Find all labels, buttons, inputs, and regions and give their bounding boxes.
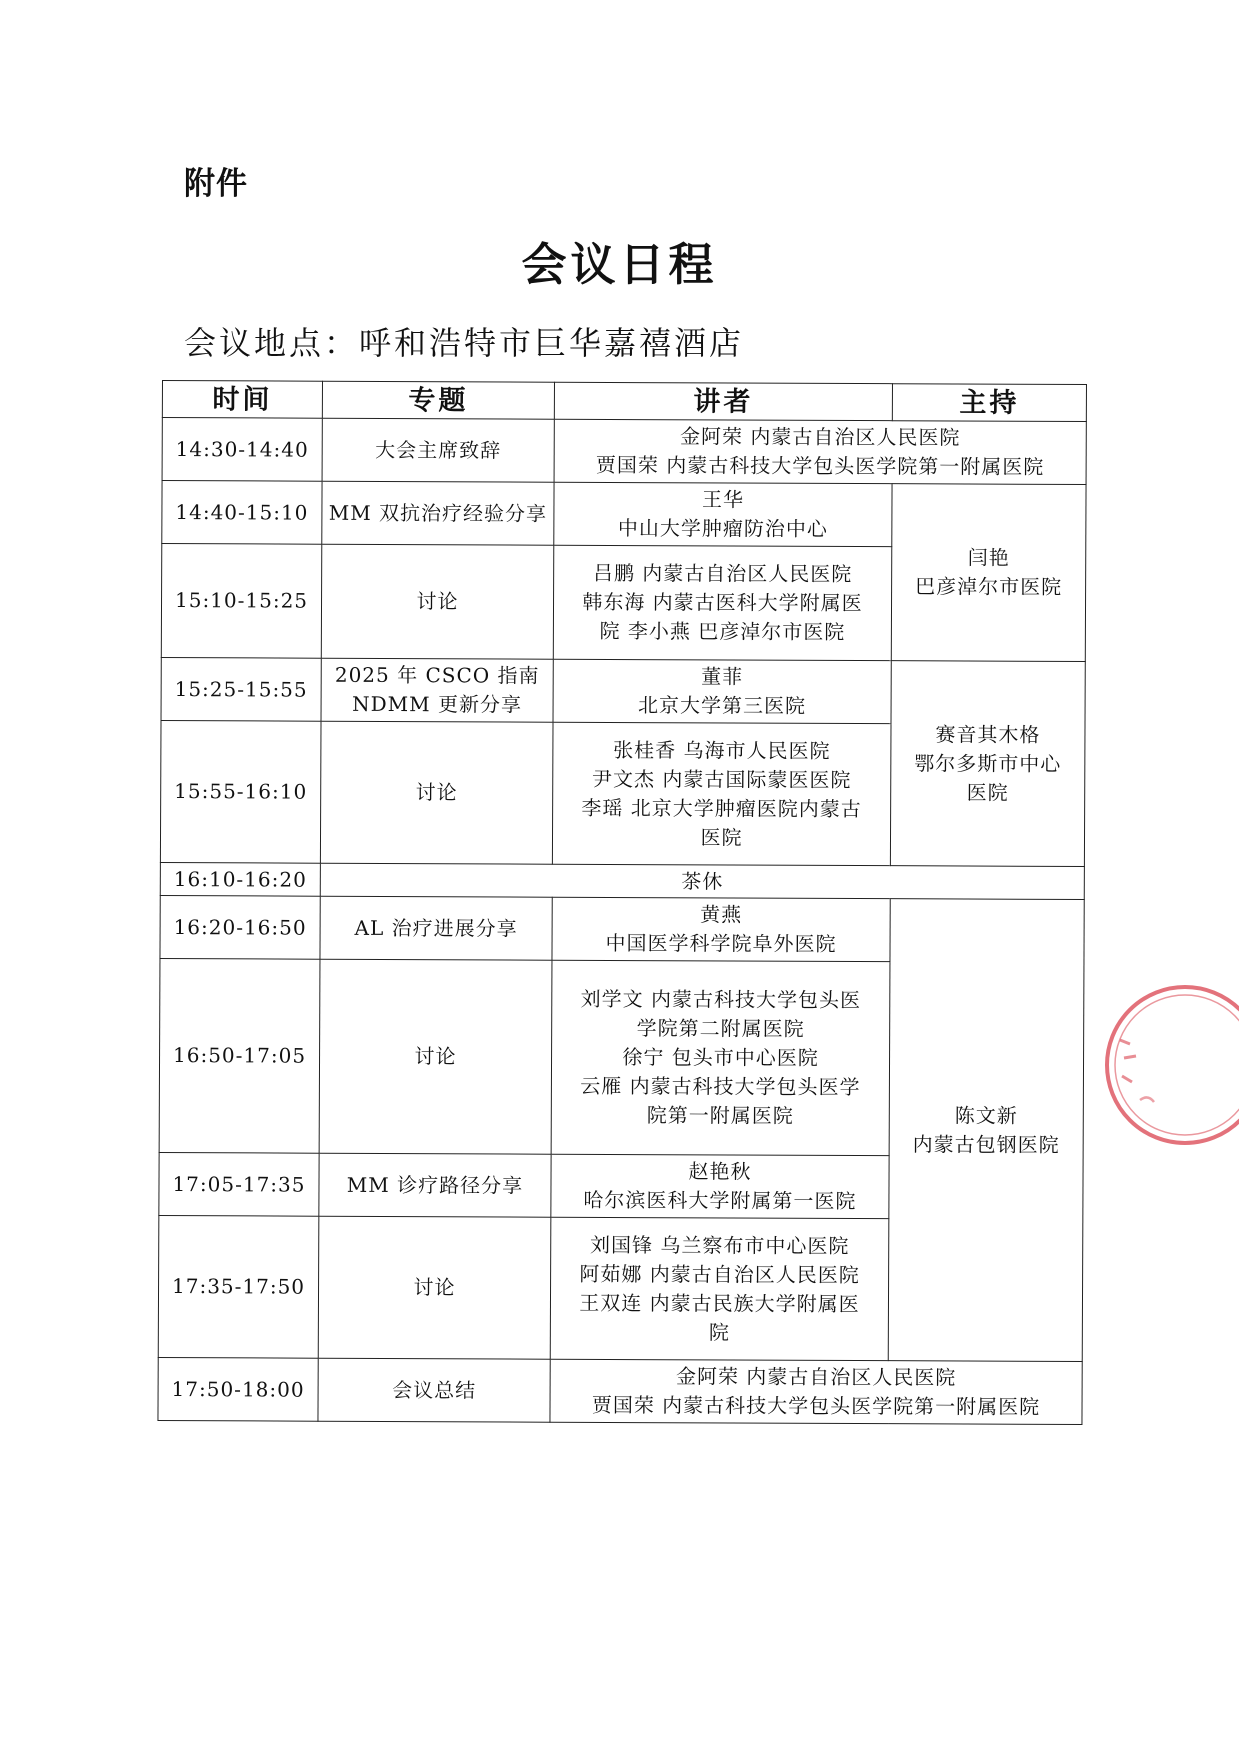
seal-ring — [1107, 987, 1239, 1143]
row-time: 15:55-16:10 — [160, 720, 321, 863]
table-row — [161, 657, 1085, 724]
header-topic: 专题 — [322, 381, 554, 419]
red-seal-stamp — [1100, 980, 1239, 1150]
table-header-row — [162, 381, 1086, 422]
row-topic: MM 双抗治疗经验分享 — [322, 481, 554, 545]
row-topic — [321, 658, 553, 722]
host-cell — [890, 661, 1085, 867]
host-line: 闫艳 — [967, 545, 1010, 570]
row-speakers — [554, 419, 1086, 484]
speaker-line: 北京大学第三医院 — [638, 693, 807, 718]
row-speakers — [552, 897, 890, 961]
speaker-line: 徐宁 包头市中心医院 — [622, 1045, 819, 1070]
speaker-line: 医院 — [700, 824, 743, 850]
row-time: 16:50-17:05 — [159, 958, 320, 1153]
table-row — [158, 1357, 1082, 1424]
host-line: 医院 — [966, 780, 1009, 805]
speaker-line: 韩东海 内蒙古医科大学附属医 — [582, 589, 863, 616]
speaker-line: 王华 — [701, 487, 745, 512]
meeting-location: 会议地点：呼和浩特市巨华嘉禧酒店 — [184, 324, 745, 362]
topic-line: NDMM 更新分享 — [352, 691, 523, 717]
row-speakers — [554, 482, 892, 546]
row-topic: MM 诊疗路径分享 — [319, 1153, 551, 1217]
page-title: 会议日程 — [521, 238, 718, 291]
speaker-line: 李瑶 北京大学肿瘤医院内蒙古 — [581, 795, 862, 821]
row-topic: 讨论 — [318, 1216, 551, 1359]
host-line: 巴彦淖尔市医院 — [915, 574, 1063, 599]
row-topic: AL 治疗进展分享 — [320, 896, 552, 960]
row-speakers — [551, 1154, 889, 1218]
speaker-line: 刘国锋 乌兰察布市中心医院 — [589, 1232, 850, 1258]
table-row — [160, 862, 1084, 899]
row-time: 16:10-16:20 — [160, 862, 320, 896]
row-speakers — [553, 659, 891, 723]
host-cell — [891, 484, 1086, 662]
row-time: 14:40-15:10 — [162, 481, 322, 545]
break-label: 茶休 — [320, 863, 1084, 899]
speaker-line: 院 李小燕 巴彦淖尔市医院 — [599, 618, 846, 644]
row-time: 15:25-15:55 — [161, 657, 321, 721]
row-speakers — [553, 545, 891, 660]
speaker-line: 尹文杰 内蒙古国际蒙医医院 — [592, 766, 852, 792]
speaker-line: 贾国荣 内蒙古科技大学包头医学院第一附属医院 — [595, 452, 1045, 479]
speaker-line: 金阿荣 内蒙古自治区人民医院 — [680, 424, 961, 450]
header-host: 主持 — [892, 384, 1086, 422]
header-time: 时间 — [162, 381, 322, 419]
row-speakers — [550, 1217, 889, 1360]
speaker-line: 张桂香 乌海市人民医院 — [613, 737, 831, 763]
row-time: 14:30-14:40 — [162, 418, 322, 482]
row-speakers — [550, 1359, 1082, 1424]
speaker-line: 贾国荣 内蒙古科技大学包头医学院第一附属医院 — [591, 1392, 1041, 1419]
table-row — [160, 895, 1084, 962]
row-topic: 会议总结 — [318, 1358, 550, 1422]
speaker-line: 学院第二附属医院 — [636, 1016, 805, 1041]
speaker-line: 金阿荣 内蒙古自治区人民医院 — [675, 1364, 957, 1390]
speaker-line: 哈尔滨医科大学附属第一医院 — [583, 1187, 857, 1214]
speaker-line: 吕鹏 内蒙古自治区人民医院 — [592, 560, 853, 587]
speaker-line: 刘学文 内蒙古科技大学包头医 — [580, 986, 862, 1013]
attachment-label: 附件 — [184, 166, 248, 202]
speaker-line: 院 — [708, 1319, 730, 1344]
host-line: 鄂尔多斯市中心 — [914, 750, 1062, 776]
speaker-line: 董菲 — [701, 664, 744, 689]
table-row — [162, 418, 1086, 485]
row-time: 16:20-16:50 — [160, 895, 320, 959]
row-topic: 讨论 — [320, 721, 553, 864]
speaker-line: 中山大学肿瘤防治中心 — [617, 515, 828, 541]
host-line: 赛音其木格 — [935, 721, 1041, 747]
row-time: 17:35-17:50 — [158, 1215, 319, 1358]
speaker-line: 云雁 内蒙古科技大学包头医学 — [580, 1073, 861, 1100]
row-time: 17:05-17:35 — [159, 1152, 319, 1216]
speaker-line: 院第一附属医院 — [646, 1103, 794, 1128]
row-topic: 讨论 — [321, 544, 553, 659]
row-speakers — [551, 960, 890, 1155]
row-time: 17:50-18:00 — [158, 1357, 318, 1421]
speaker-line: 阿茹娜 内蒙古自治区人民医院 — [579, 1261, 860, 1287]
row-topic: 讨论 — [319, 959, 552, 1154]
host-cell — [888, 899, 1084, 1362]
row-time: 15:10-15:25 — [161, 544, 321, 659]
host-line: 内蒙古包钢医院 — [912, 1131, 1060, 1157]
table-row — [162, 481, 1086, 548]
row-speakers — [552, 722, 891, 865]
header-speaker: 讲者 — [554, 382, 892, 420]
agenda-table — [157, 380, 1087, 1425]
speaker-line: 王双连 内蒙古民族大学附属医 — [579, 1290, 860, 1316]
topic-line: 2025 年 CSCO 指南 — [334, 662, 540, 688]
speaker-line: 赵艳秋 — [688, 1159, 752, 1184]
host-line: 陈文新 — [954, 1102, 1018, 1128]
speaker-line: 中国医学科学院阜外医院 — [605, 930, 837, 956]
row-topic: 大会主席致辞 — [322, 418, 554, 482]
speaker-line: 黄燕 — [700, 902, 743, 927]
